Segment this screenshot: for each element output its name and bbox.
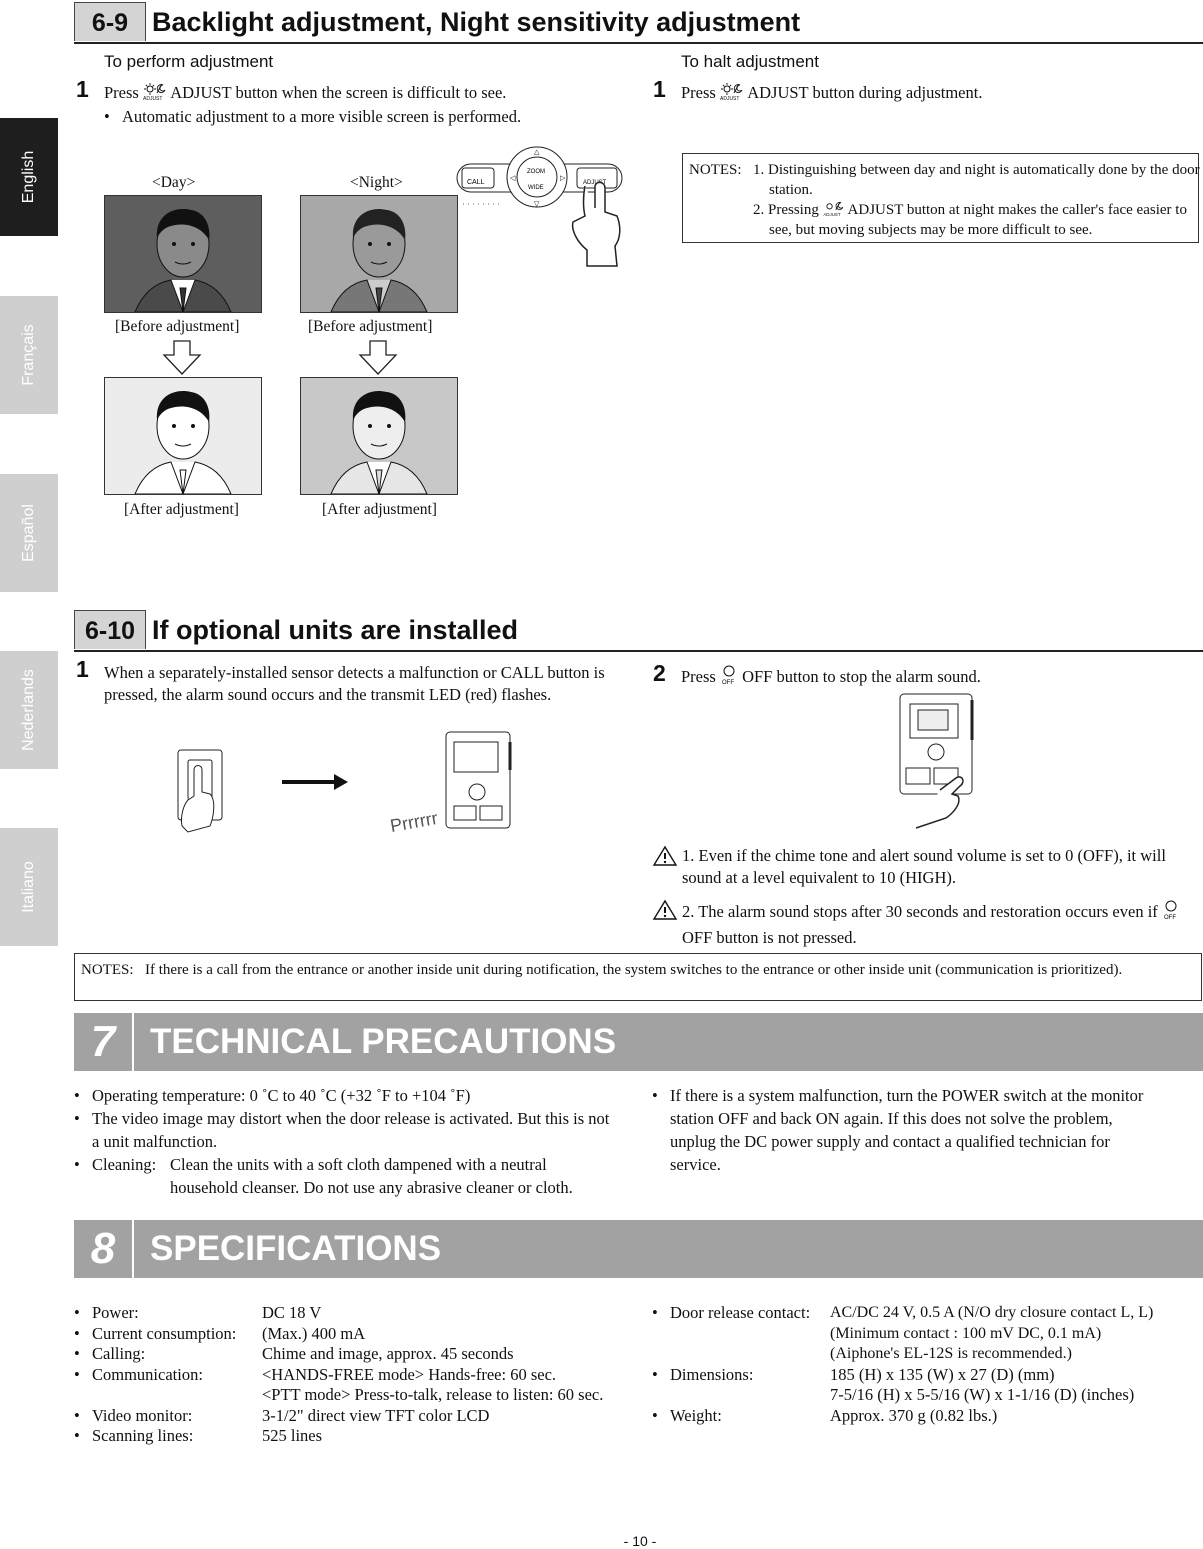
down-arrow-icon xyxy=(162,340,202,376)
person-illustration xyxy=(105,196,261,312)
after-caption-night: [After adjustment] xyxy=(322,501,437,518)
off-icon xyxy=(1162,900,1180,920)
list-item: • Operating temperature: 0 ˚C to 40 ˚C (+32 ˚F to +104 ˚F) xyxy=(74,1084,614,1107)
monitor-press-illustration xyxy=(896,690,986,832)
halt-heading: To halt adjustment xyxy=(681,52,819,71)
person-illustration xyxy=(301,378,457,494)
alarm-sound-text: Prrrrrr xyxy=(388,807,440,837)
night-label: <Night> xyxy=(350,174,403,191)
tab-francais[interactable]: Français xyxy=(0,296,58,414)
alarm-illustration xyxy=(176,730,526,835)
night-before-image xyxy=(300,195,458,313)
tab-italiano[interactable]: Italiano xyxy=(0,828,58,946)
step-number: 1 xyxy=(76,76,89,102)
step1-text: Press ADJUST ADJUST button when the screen is difficult to see. xyxy=(104,83,507,102)
warning-icon xyxy=(652,845,678,867)
warning-1: 1. Even if the chime tone and alert sound volume is set to 0 (OFF), it will sound at a level equivalent to 10 (HIGH). xyxy=(652,845,1200,889)
step-number: 2 xyxy=(653,660,666,686)
step1-text: When a separately-installed sensor detects a malfunction or CALL button is pressed, the alarm sound occurs and the transmit LED (red) flashes. xyxy=(104,663,605,704)
section-title: TECHNICAL PRECAUTIONS xyxy=(150,1022,617,1061)
day-after-image xyxy=(104,377,262,495)
section-6-10-header xyxy=(74,610,1203,652)
section-8-header xyxy=(74,1220,1203,1278)
svg-text:ADJUST: ADJUST xyxy=(142,96,163,101)
step-number: 1 xyxy=(653,76,666,102)
wide-key-label: WIDE xyxy=(528,185,544,191)
spec-row: • Power: DC 18 V xyxy=(74,1303,634,1324)
bullet-list xyxy=(104,106,624,128)
zoom-key-label: ZOOM xyxy=(527,169,545,175)
adjust-key-label: ADJUST xyxy=(583,180,607,186)
svg-text:ADJUST: ADJUST xyxy=(719,96,740,101)
section-number: 8 xyxy=(74,1220,134,1278)
section-6-9-header xyxy=(74,2,1203,44)
svg-text:ADJUST: ADJUST xyxy=(822,212,841,217)
svg-text:◁: ◁ xyxy=(510,174,516,182)
before-caption-day: [Before adjustment] xyxy=(115,318,240,335)
adjust-icon xyxy=(143,83,167,101)
day-label: <Day> xyxy=(152,174,196,191)
section-title: SPECIFICATIONS xyxy=(150,1229,442,1268)
down-arrow-icon xyxy=(358,340,398,376)
person-illustration xyxy=(301,196,457,312)
precautions-right xyxy=(652,1084,1152,1176)
spec-row: • Calling: Chime and image, approx. 45 seconds xyxy=(74,1344,634,1365)
notes-label: NOTES: xyxy=(689,162,742,178)
perform-heading: To perform adjustment xyxy=(104,52,274,71)
specs-right xyxy=(652,1303,1202,1426)
section-7-header xyxy=(74,1013,1203,1071)
svg-text:OFF: OFF xyxy=(1163,915,1176,920)
tab-espanol[interactable]: Español xyxy=(0,474,58,592)
spec-row: • Weight: Approx. 370 g (0.82 lbs.) xyxy=(652,1406,1202,1427)
spec-row: • Video monitor: 3-1/2" direct view TFT color LCD xyxy=(74,1406,634,1427)
spec-row: • Communication: <HANDS-FREE mode> Hands-free: 60 sec. <PTT mode> Press-to-talk, release to listen: 60 sec. xyxy=(74,1365,634,1406)
tab-nederlands[interactable]: Nederlands xyxy=(0,651,58,769)
notes-box xyxy=(74,953,1202,1001)
note-1: 1. Distinguishing between day and night is automatically done by the door station. xyxy=(753,162,1200,198)
adjust-icon xyxy=(720,83,744,101)
spec-row: • Scanning lines: 525 lines xyxy=(74,1426,634,1447)
svg-text:OFF: OFF xyxy=(721,680,734,685)
precautions-left xyxy=(74,1084,614,1199)
svg-text:▽: ▽ xyxy=(534,200,540,208)
off-icon xyxy=(720,665,738,685)
notes-text: If there is a call from the entrance or another inside unit during notification, the system switches to the entrance or other inside unit (communication is prioritized). xyxy=(145,962,1123,978)
halt-step-text: Press ADJUST ADJUST button during adjustment. xyxy=(681,83,983,102)
section-number: 7 xyxy=(74,1013,134,1071)
tab-english[interactable]: English xyxy=(0,118,58,236)
section-title: Backlight adjustment, Night sensitivity adjustment xyxy=(152,7,801,37)
note-2: 2. Pressing ADJUST ADJUST button at night makes the caller's face easier to see, but moving subjects may be more difficult to see. xyxy=(753,202,1187,238)
after-caption-day: [After adjustment] xyxy=(124,501,239,518)
step2-text: Press OFF OFF button to stop the alarm sound. xyxy=(681,667,981,686)
day-before-image xyxy=(104,195,262,313)
night-after-image xyxy=(300,377,458,495)
control-panel-illustration xyxy=(455,146,635,271)
notes-label: NOTES: xyxy=(81,962,134,978)
notes-box xyxy=(682,153,1199,243)
list-item: • Automatic adjustment to a more visible screen is performed. xyxy=(104,106,624,128)
section-title: If optional units are installed xyxy=(152,615,519,645)
warning-2: 2. The alarm sound stops after 30 seconds and restoration occurs even if OFF OFF button is not pressed. xyxy=(652,899,1200,951)
list-item: • The video image may distort when the door release is activated. But this is not a unit malfunction. xyxy=(74,1107,614,1153)
list-item: • Cleaning: Clean the units with a soft cloth dampened with a neutral household cleanser. Do not use any abrasive cleaner or cloth. xyxy=(74,1153,614,1199)
svg-text:△: △ xyxy=(534,148,540,156)
specs-left xyxy=(74,1303,634,1447)
section-number: 6-10 xyxy=(74,610,146,649)
section-number: 6-9 xyxy=(74,2,146,41)
step-number: 1 xyxy=(76,656,89,682)
spec-row: • Door release contact: AC/DC 24 V, 0.5 A (N/O dry closure contact L, L) (Minimum contact : 100 mV DC, 0.1 mA) (Aiphone's EL-12S is recommended.) xyxy=(652,1303,1202,1365)
svg-text:▷: ▷ xyxy=(560,174,566,182)
list-item: • If there is a system malfunction, turn the POWER switch at the monitor station OFF and back ON again. If this does not solve the problem, unplug the DC power supply and contact a qualified technician for service. xyxy=(652,1084,1152,1176)
spec-row: • Current consumption: (Max.) 400 mA xyxy=(74,1324,634,1345)
before-caption-night: [Before adjustment] xyxy=(308,318,433,335)
call-key-label: CALL xyxy=(467,179,485,186)
adjust-icon xyxy=(823,201,845,217)
person-illustration xyxy=(105,378,261,494)
spec-row: • Dimensions: 185 (H) x 135 (W) x 27 (D) (mm) 7-5/16 (H) x 5-5/16 (W) x 1-1/16 (D) (inches) xyxy=(652,1365,1202,1406)
warning-icon xyxy=(652,899,678,921)
page-number: - 10 - xyxy=(623,1533,657,1549)
